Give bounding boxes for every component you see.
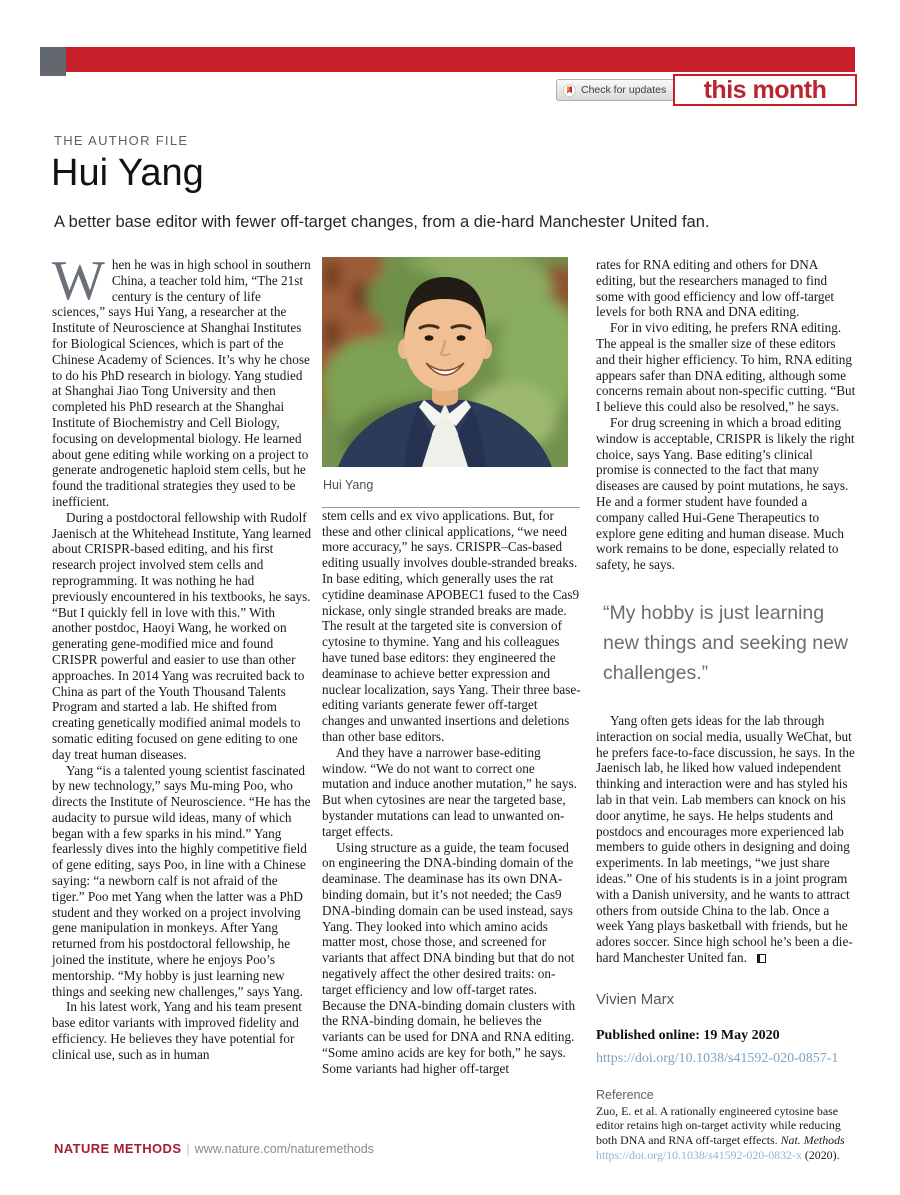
kicker-author-file: THE AUTHOR FILE xyxy=(54,133,189,148)
dropcap: W xyxy=(52,250,105,312)
text-column-1 xyxy=(52,250,313,1063)
photo-caption: Hui Yang xyxy=(323,478,374,492)
footer-url: www.nature.com/naturemethods xyxy=(194,1142,374,1156)
paragraph: And they have a narrower base-editing window. “We do not want to correct one mutation and induce another mutation,” he says. But when cytosines are near the targeted base, bystander mutations can lead to unwanted on-target effects. xyxy=(322,744,577,839)
paragraph-text: Yang often gets ideas for the lab through interaction on social media, usually WeChat, but he prefers face-to-face discussion, he says. In the Jaenisch lab, he liked how valued independent thinking and interaction were and has styled his lab in that vein. Lab members can knock on his door anytime, he says. He helps students and postdocs and encourages more experienced lab members to guide others in designing and doing experiments. In lab meetings, “we just share ideas.” One of his students is in a joint program with a Danish university, and he wants to attract others from outside China to the lab. Once a week Yang plays basketball with friends, but he adores soccer. Since high school he’s been a die-hard Manchester United fan. xyxy=(596,712,855,965)
portrait-photo xyxy=(322,257,568,467)
citation-text: Zuo, E. et al. A rationally engineered cytosine base editor retains high on-target activity while reducing both DNA and RNA off-target effects. xyxy=(596,1103,841,1148)
reference-citation xyxy=(596,1104,857,1162)
footer-separator: | xyxy=(186,1142,190,1156)
paragraph: Using structure as a guide, the team focused on engineering the DNA-binding domain of the deaminase. The deaminase has its own DNA-binding domain, but it’s not needed; the Cas9 DNA-binding domain can be used instead, says Yang. They looked into which amino acids matter most, chose those, and screened for variants that affect DNA binding but that do not negatively affect the other desired traits: on-target efficiency and low off-target rates. Because the DNA-binding domain clusters with the RNA-binding domain, he believes the variants can be used for DNA and RNA editing. “Some amino acids are key for both,” he says. Some variants had higher off-target xyxy=(322,839,576,1076)
masthead-gray-square xyxy=(40,47,66,76)
published-online: Published online: 19 May 2020 xyxy=(596,1028,780,1044)
section-banner-this-month xyxy=(673,74,857,106)
footer-journal-name: NATURE METHODS xyxy=(54,1141,182,1156)
end-of-article-icon xyxy=(757,954,766,963)
paragraph: stem cells and ex vivo applications. But, for these and other clinical applications, “we need more accuracy,” he says. CRISPR–Cas-based editing usually involves double-stranded breaks. In base editing, which generally uses the rat cytidine deaminase APOBEC1 fused to the Cas9 nickase, only single stranded breaks are made. The result at the targeted site is conversion of cytosine to thymine. Yang and his colleagues have tuned base editors: they engineered the deaminase to achieve better expression and nuclear localization, says Yang. Their three base-editing variants generate fewer off-target changes and unwanted insertions and deletions than other base editors. xyxy=(322,507,581,744)
author-photo-figure xyxy=(322,257,583,494)
article-doi-link[interactable]: https://doi.org/10.1038/s41592-020-0857-1 xyxy=(596,1051,839,1067)
masthead-red-bar xyxy=(66,47,855,72)
text-column-3 xyxy=(596,257,857,1162)
byline: Vivien Marx xyxy=(596,990,675,1008)
check-for-updates-button[interactable] xyxy=(556,79,676,101)
paragraph: Yang “is a talented young scientist fascinated by new technology,” says Mu-ming Poo, who directs the Institute of Neuroscience. “He has the audacity to pursue wild ideas, many of which began with a few sparks in his mind.” Yang fearlessly dives into the highly competitive field of gene editing, says Poo, in line with a Chinese saying: “a newborn calf is not afraid of the tiger.” Poo met Yang when the latter was a PhD student and they worked on a project involving gene manipulation in monkeys. After Yang returned from his postdoctoral fellowship, he joined the institute, where he enjoys Poo’s mentorship. “My hobby is just learning new things and seeking new challenges,” says Yang. xyxy=(52,762,311,999)
section-banner-label: this month xyxy=(703,75,827,104)
page-title: Hui Yang xyxy=(51,152,204,194)
standfirst: A better base editor with fewer off-target changes, from a die-hard Manchester United fan. xyxy=(54,213,710,231)
paragraph: For in vivo editing, he prefers RNA editing. The appeal is the smaller size of these editors and their higher efficiency. To him, RNA editing appears safer than DNA editing, although some concerns remain about non-specific cutting. “But I believe this could also be resolved,” he says. xyxy=(596,320,856,415)
paragraph: During a postdoctoral fellowship with Rudolf Jaenisch at the Whitehead Institute, Yang learned about CRISPR-based editing, and his first research project involved stem cells and reprogramming. It was nothing he had previously encountered in his textbooks, he says. “But I quickly fell in love with this.” With another postdoc, Haoyi Wang, he worked on generating gene-modified mice and found CRISPR powerful and easier to use than other approaches. In 2014 Yang was recruited back to China as part of the Youth Thousand Talents Program and started a lab. He shifted from creating genetically modified animal models to somatic editing focused on gene editing to one day treat human diseases. xyxy=(52,509,312,762)
paragraph: In his latest work, Yang and his team present base editor variants with improved fidelity and efficiency. He believes they have potential for clinical use, such as in human xyxy=(52,999,302,1062)
crossmark-icon xyxy=(563,84,576,97)
paragraph-text: hen he was in high school in southern China, a teacher told him, “The 21st century is the century of life sciences,” says Hui Yang, a researcher at the Institute of Neuroscience at Shanghai Institutes for Biological Sciences, which is part of the Chinese Academy of Sciences. It’s why he chose to do his PhD research in biology. Yang studied at Shanghai Jiao Tong University and then completed his PhD research at the Shanghai Institute of Biochemistry and Cell Biology, focusing on developmental biology. He learned about gene editing while working on a project to generate androgenetic haploid stem cells, but he found the traditional strategies they used to be inefficient. xyxy=(52,257,311,509)
citation-journal: Nat. Methods xyxy=(780,1133,845,1148)
paragraph xyxy=(52,250,313,510)
citation-year: (2020). xyxy=(801,1147,840,1162)
paragraph: For drug screening in which a broad editing window is acceptable, CRISPR is likely the right choice, says Yang. Base editing’s clinical promise is connected to the fact that many diseases are caused by point mutations, he says. He and a former student have founded a company called Hui-Gene Therapeutics to explore gene editing and human disease. Much work remains to be done, especially related to safety, he says. xyxy=(596,414,855,573)
pull-quote: “My hobby is just learning new things and seeking new challenges.” xyxy=(603,601,848,684)
text-column-2 xyxy=(322,257,583,1076)
paragraph: rates for RNA editing and others for DNA editing, but the researchers managed to find some with good efficiency and low off-target levels for both RNA and DNA editing. xyxy=(596,257,835,320)
paragraph xyxy=(596,713,857,966)
reference-heading: Reference xyxy=(596,1088,654,1103)
reference-doi-link[interactable]: https://doi.org/10.1038/s41592-020-0832-x xyxy=(596,1147,802,1162)
page-footer xyxy=(54,1141,374,1156)
check-for-updates-label: Check for updates xyxy=(581,84,667,96)
